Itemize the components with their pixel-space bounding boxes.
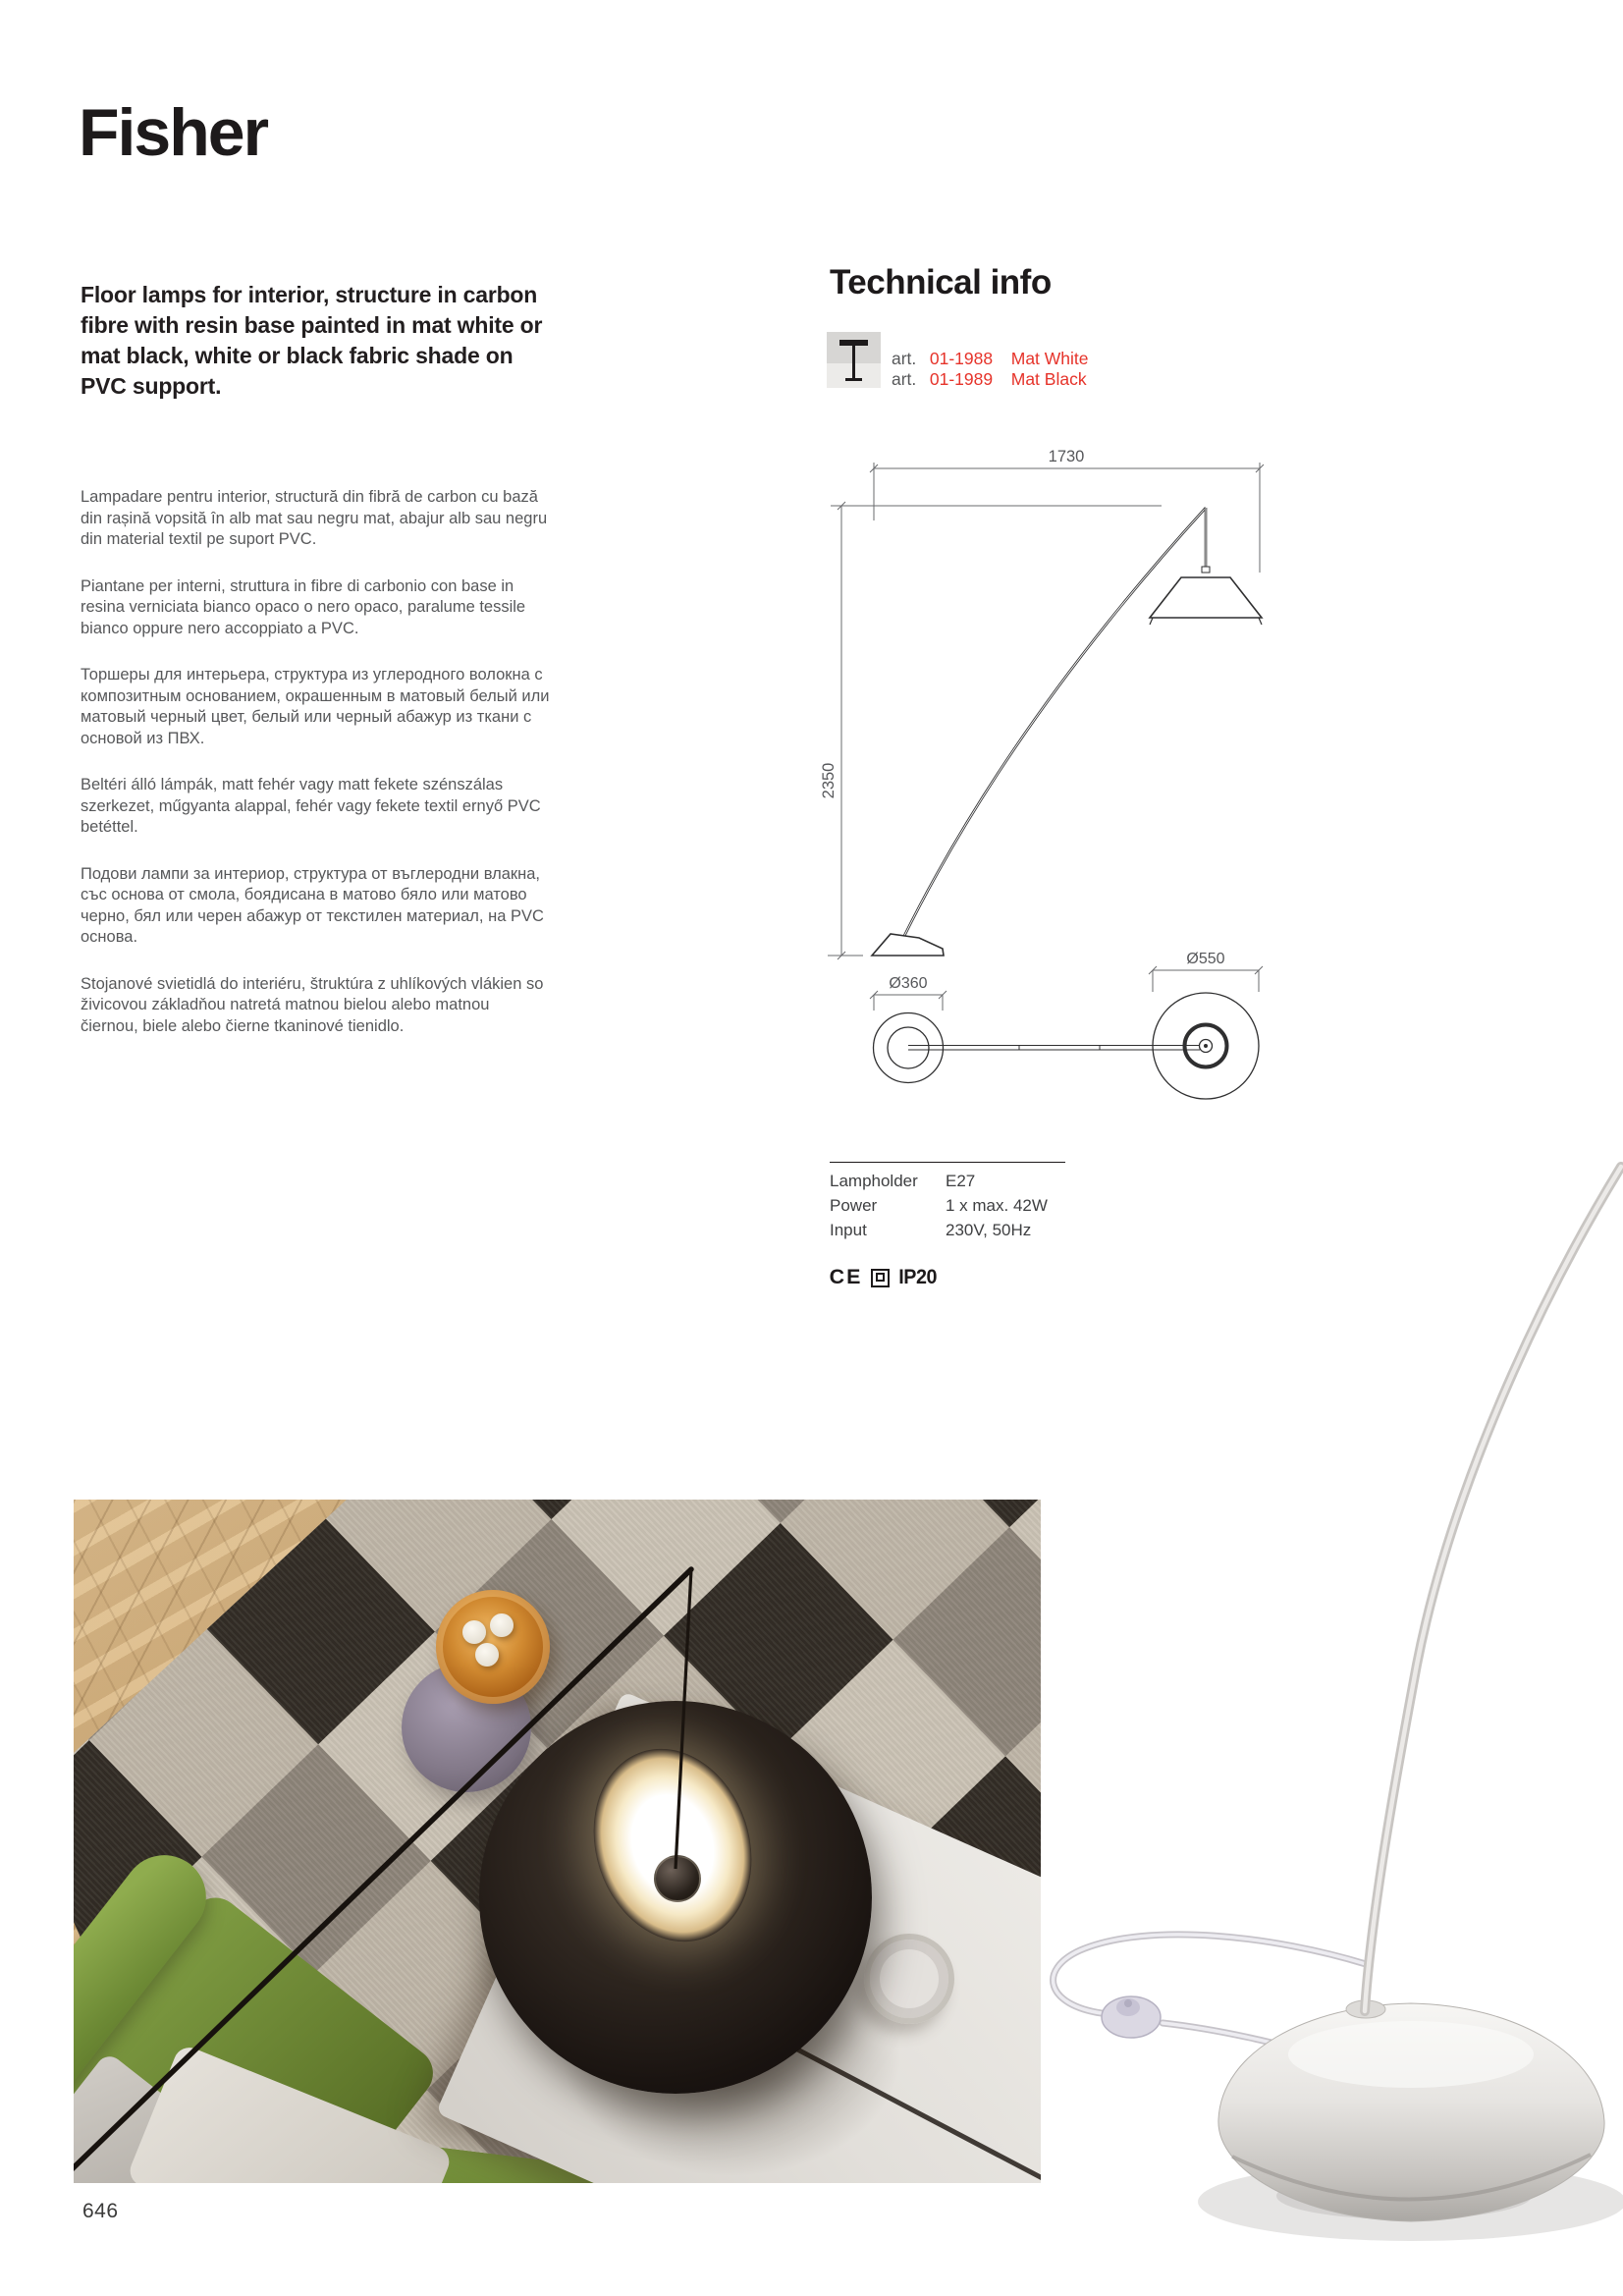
article-finish: Mat White (1010, 349, 1089, 368)
pictogram-stem (852, 340, 855, 380)
certification-marks (830, 1265, 938, 1290)
description-ru: Торшеры для интерьера, структура из углеродного волокна с композитным основанием, окрашенным в матовый белый или матовый черный цвет, белый или черный абажур из ткани с основой из ПВХ. (81, 666, 550, 747)
article-finish: Mat Black (1010, 369, 1087, 389)
spec-label: Lampholder (830, 1172, 918, 1190)
shade-connector (1202, 567, 1210, 573)
description-ro: Lampadare pentru interior, structură din fibră de carbon cu bază din rașină vopsită în alb mat sau negru mat, abajur alb sau negru din material textil pe suport PVC. (81, 488, 548, 548)
article-code: 01-1989 (929, 369, 994, 389)
pictogram-base (845, 378, 862, 381)
power-cord (1054, 1935, 1371, 2068)
spec-label: Power (830, 1196, 878, 1215)
ip-rating: IP20 (898, 1266, 938, 1288)
suspension-wire (676, 1569, 691, 1869)
description-translations (81, 487, 550, 1063)
base-circle-inner (888, 1027, 929, 1068)
white-lamp-base (1218, 2000, 1604, 2221)
spec-value: 230V, 50Hz (946, 1221, 1032, 1239)
spec-row-input (830, 1218, 1065, 1242)
shade-outline (1150, 577, 1262, 618)
technical-info-heading: Technical info (830, 263, 1052, 301)
article-code: 01-1988 (929, 349, 994, 368)
article-row-black (892, 369, 1089, 390)
dimension-width-label: 1730 (1048, 448, 1085, 465)
dimension-lines (828, 463, 1264, 1011)
spec-value: 1 x max. 42W (946, 1196, 1048, 1215)
dimension-height-label: 2350 (820, 762, 838, 799)
base-circle-outer (874, 1013, 944, 1083)
page-number: 646 (82, 2200, 119, 2222)
dimension-shade-diameter-label: Ø550 (1186, 951, 1225, 967)
spec-table (830, 1162, 1065, 1242)
arc-stem-line (903, 508, 1206, 938)
arc-rod (74, 1569, 691, 2173)
white-lamp-stem (1365, 1167, 1621, 2011)
lamp-top-view (874, 993, 1260, 1099)
article-prefix: art. (892, 369, 917, 389)
rod-top-layer (74, 1500, 1041, 2183)
lamp-side-view (872, 508, 1262, 956)
article-row-white (892, 349, 1089, 369)
foot-switch (1102, 1996, 1161, 2038)
base-outline (872, 934, 944, 956)
dimension-base-diameter-label: Ø360 (889, 975, 928, 992)
description-sk: Stojanové svietidlá do interiéru, štruktúra z uhlíkových vlákien so živicovou základňou natretá matnou bielou alebo matnou čiernou, biele alebo čierne tkaninové tienidlo. (81, 974, 544, 1035)
class-II-double-square-icon (871, 1269, 890, 1287)
description-it: Piantane per interni, struttura in fibre di carbonio con base in resina verniciata bianco opaco o nero opaco, paralume tessile bianco oppure nero accoppiato a PVC. (81, 576, 526, 637)
technical-drawing (805, 442, 1286, 1120)
spec-value: E27 (946, 1172, 976, 1190)
description-en: Floor lamps for interior, structure in carbon fibre with resin base painted in mat white or mat black, white or black fabric shade on PVC support. (81, 282, 543, 399)
stem-joint (1346, 2000, 1385, 2018)
spec-label: Input (830, 1221, 867, 1239)
spec-row-power (830, 1193, 1065, 1218)
article-list (892, 349, 1089, 390)
ambient-photo (74, 1500, 1041, 2183)
spec-row-lampholder (830, 1169, 1065, 1193)
description-bg: Подови лампи за интериор, структура от въглеродни влакна, със основа от смола, боядисана в матово бяло или матово черно, бял или черен абажур от текстилен материал, на PVC основа. (81, 864, 544, 946)
base-shadow (1198, 2162, 1623, 2241)
description-hu: Beltéri álló lámpák, matt fehér vagy matt fekete szénszálas szerkezet, műgyanta alappal, fehér vagy fekete textil ernyő PVC betéttel. (81, 776, 541, 836)
floor-lamp-pictogram-icon (827, 332, 881, 388)
article-prefix: art. (892, 349, 917, 368)
ce-mark-icon: CE (829, 1266, 863, 1288)
page-title: Fisher (79, 95, 268, 170)
